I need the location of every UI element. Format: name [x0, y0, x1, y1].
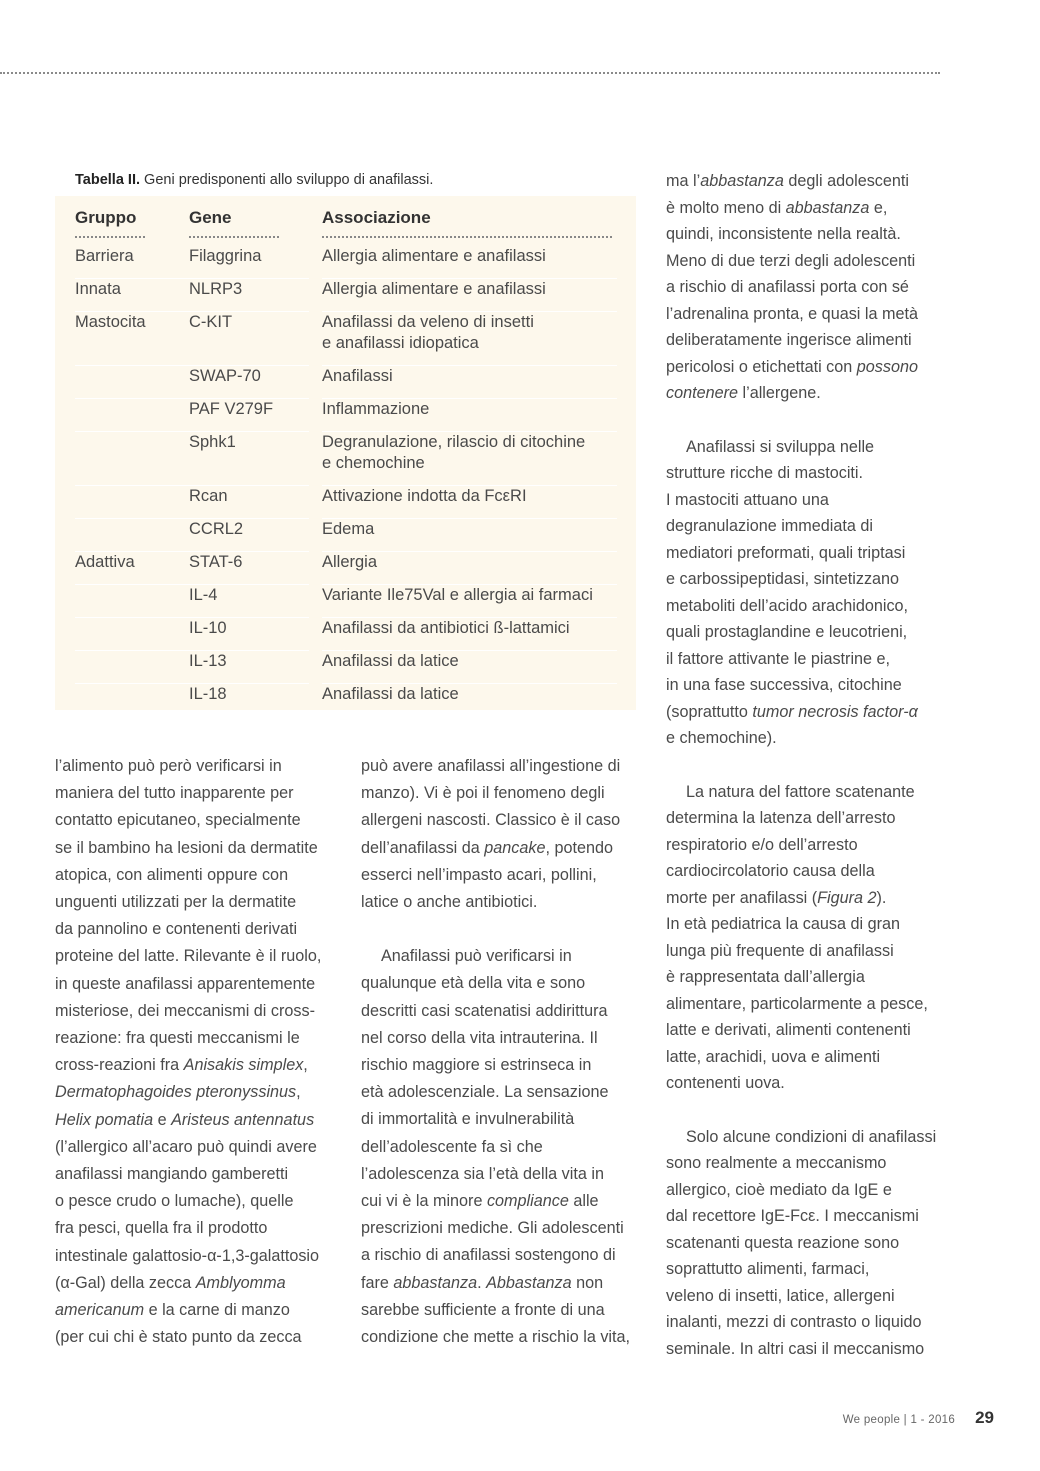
cell-gruppo: Barriera — [75, 247, 134, 265]
text-line: latice o anche antibiotici. — [361, 893, 538, 912]
text-line: prescrizioni mediche. Gli adolescenti — [361, 1219, 624, 1238]
text-line: intestinale galattosio-α-1,3-galattosio — [55, 1246, 320, 1265]
text-line: Meno di due terzi degli adolescenti — [666, 251, 916, 270]
text-line: Dermatophagoides pteronyssinus, — [55, 1083, 301, 1102]
text-line: (α-Gal) della zecca Amblyomma — [55, 1273, 286, 1292]
text-line: maniera del tutto inapparente per — [55, 784, 294, 803]
table-row — [55, 585, 636, 618]
paragraph — [666, 1124, 956, 1363]
table-row — [55, 651, 636, 684]
text-line: in una fase successiva, citochine — [666, 676, 902, 694]
text-line: quindi, inconsistente nella realtà. — [666, 225, 901, 243]
row-separator — [189, 716, 309, 717]
paragraph-gap — [666, 1097, 956, 1124]
cell-associazione: Inflammazione — [322, 400, 430, 418]
text-line: se il bambino ha lesioni da dermatite — [55, 838, 318, 857]
text-line: l’adolescenza sia l’età della vita in — [361, 1164, 604, 1183]
cell-associazione: Anafilassi da veleno di insetti e anafilassi idiopatica — [322, 313, 534, 352]
cell-associazione: Degranulazione, rilascio di citochine e chemochine — [322, 433, 586, 472]
table-caption-text: Geni predisponenti allo sviluppo di anafilassi. — [144, 172, 434, 188]
table-header-associazione: Associazione — [322, 208, 431, 227]
cell-gene: IL-18 — [189, 685, 227, 703]
cell-associazione: Allergia — [322, 553, 378, 571]
table-header-rule — [322, 236, 612, 238]
text-line: l’adrenalina pronta, e quasi la metà — [666, 304, 918, 323]
text-line: il fattore attivante le piastrine e, — [666, 649, 891, 668]
text-line: (per cui chi è stato punto da zecca — [55, 1328, 302, 1347]
text-line: La natura del fattore scatenante — [686, 782, 915, 801]
text-line: a rischio di anafilassi sostengono di — [361, 1246, 616, 1265]
table-header-gruppo: Gruppo — [75, 208, 137, 227]
cell-gruppo: Mastocita — [75, 313, 146, 331]
cell-gene: Sphk1 — [189, 433, 236, 451]
paragraph — [666, 434, 956, 752]
text-line: scatenanti questa reazione sono — [666, 1233, 900, 1252]
table-row — [55, 684, 636, 717]
text-line: Solo alcune condizioni di anafilassi — [686, 1127, 937, 1146]
text-line: deliberatamente ingerisce alimenti — [666, 331, 912, 349]
text-line: (soprattutto tumor necrosis factor-α — [666, 702, 918, 721]
text-line: degranulazione immediata di — [666, 517, 873, 535]
text-line: età adolescenziale. La sensazione — [361, 1083, 609, 1102]
text-line: seminale. In altri casi il meccanismo — [666, 1339, 925, 1358]
text-line: e chemochine). — [666, 729, 777, 747]
text-line: dell’adolescente fa sì che — [361, 1137, 543, 1156]
table-header-rule — [75, 236, 145, 238]
text-line: manzo). Vi è poi il fenomeno degli — [361, 784, 605, 803]
table-row — [55, 279, 636, 312]
table-row — [55, 552, 636, 585]
text-line: fare abbastanza. Abbastanza non — [361, 1273, 604, 1292]
text-line: lunga più frequente di anafilassi — [666, 941, 894, 960]
cell-gene: Rcan — [189, 487, 228, 505]
text-line: contatto epicutaneo, specialmente — [55, 811, 301, 830]
text-line: latte e derivati, alimenti contenenti — [666, 1021, 911, 1039]
text-line: sono realmente a meccanismo — [666, 1154, 887, 1172]
text-line: contenenti uova. — [666, 1074, 785, 1092]
cell-gene: IL-4 — [189, 586, 218, 604]
cell-associazione: Allergia alimentare e anafilassi — [322, 247, 546, 265]
text-line: inalanti, mezzi di contrasto o liquido — [666, 1313, 922, 1331]
text-line: descritti casi scatenatisi addirittura — [361, 1001, 608, 1020]
paragraph-gap — [666, 752, 956, 779]
text-line: dell’anafilassi da pancake, potendo — [361, 838, 613, 857]
text-line: allergeni nascosti. Classico è il caso — [361, 811, 621, 830]
text-line: allergico, cioè mediato da IgE e — [666, 1180, 892, 1199]
text-line: anafilassi mangiando gamberetti — [55, 1165, 289, 1184]
paragraph — [666, 779, 956, 1097]
paragraph — [361, 753, 651, 916]
text-line: veleno di insetti, latice, allergeni — [666, 1286, 895, 1305]
cell-gene: PAF V279F — [189, 400, 274, 418]
paragraph — [55, 753, 345, 1351]
text-line: cui vi è la minore compliance alle — [361, 1192, 599, 1211]
text-line: e carbossipeptidasi, sintetizzano — [666, 570, 900, 588]
text-line: atopica, con alimenti oppure con — [55, 865, 289, 884]
table-caption-label: Tabella II. — [75, 172, 141, 188]
text-line: qualunque età della vita e sono — [361, 974, 586, 993]
text-line: I mastociti attuano una — [666, 490, 829, 509]
cell-associazione: Anafilassi da latice — [322, 685, 459, 703]
table-row — [55, 486, 636, 519]
paragraph-gap — [361, 916, 651, 943]
text-line: misteriose, dei meccanismi di cross- — [55, 1001, 315, 1020]
text-line: americanum e la carne di manzo — [55, 1301, 290, 1320]
cell-associazione: Allergia alimentare e anafilassi — [322, 280, 546, 298]
text-line: nel corso della vita intrauterina. Il — [361, 1028, 598, 1047]
text-line: o pesce crudo o lumache), quelle — [55, 1192, 294, 1211]
text-line: determina la latenza dell’arresto — [666, 809, 896, 827]
top-dotted-rule — [0, 72, 940, 74]
table-row — [55, 246, 636, 279]
page-footer — [843, 1408, 994, 1428]
text-line: cardiocircolatorio causa della — [666, 862, 875, 880]
text-line: cross-reazioni fra Anisakis simplex, — [55, 1056, 308, 1075]
cell-associazione: Anafilassi da antibiotici ß-lattamici — [322, 619, 570, 637]
text-line: l’alimento può però verificarsi in — [55, 757, 282, 775]
text-line: condizione che mette a rischio la vita, — [361, 1328, 631, 1347]
cell-gruppo: Innata — [75, 280, 121, 298]
text-line: metaboliti dell’acido arachidonico, — [666, 596, 909, 615]
text-line: unguenti utilizzati per la dermatite — [55, 893, 297, 912]
table-header-gene: Gene — [189, 208, 232, 227]
text-line: rischio maggiore si estrinseca in — [361, 1056, 592, 1075]
cell-gruppo: Adattiva — [75, 553, 135, 571]
text-line: strutture ricche di mastociti. — [666, 464, 864, 482]
text-line: è molto meno di abbastanza e, — [666, 198, 888, 217]
cell-gene: SWAP-70 — [189, 367, 261, 385]
paragraph — [666, 168, 956, 407]
paragraph-gap — [666, 407, 956, 434]
cell-gene: C-KIT — [189, 313, 233, 331]
text-line: proteine del latte. Rilevante è il ruolo, — [55, 947, 322, 966]
text-line: reazione: fra questi meccanismi le — [55, 1029, 300, 1048]
text-line: di immortalità e invulnerabilità — [361, 1110, 575, 1129]
text-line: Anafilassi può verificarsi in — [381, 947, 572, 966]
row-separator — [322, 716, 617, 717]
text-line: respiratorio e/o dell’arresto — [666, 835, 858, 854]
text-line: da pannolino e contenenti derivati — [55, 920, 298, 939]
text-line: latte, arachidi, uova e alimenti — [666, 1047, 881, 1066]
text-line: sarebbe sufficiente a fronte di una — [361, 1300, 605, 1319]
table-row — [55, 399, 636, 432]
table-caption — [75, 172, 635, 188]
paragraph — [361, 943, 651, 1351]
table-row — [55, 312, 636, 366]
text-line: quali prostaglandine e leucotrieni, — [666, 623, 908, 641]
text-line: può avere anafilassi all’ingestione di — [361, 757, 621, 775]
table-header-rule — [189, 236, 279, 238]
cell-associazione: Attivazione indotta da FcεRI — [322, 487, 527, 505]
text-column-3 — [666, 168, 956, 1362]
cell-gene: Filaggrina — [189, 247, 262, 265]
table-row — [55, 519, 636, 552]
cell-gene: NLRP3 — [189, 280, 243, 298]
cell-gene: STAT-6 — [189, 553, 243, 571]
text-column-2 — [361, 753, 651, 1351]
text-line: pericolosi o etichettati con possono — [666, 357, 918, 376]
text-line: contenere l’allergene. — [666, 384, 821, 402]
text-line: a rischio di anafilassi porta con sé — [666, 278, 909, 296]
text-line: soprattutto alimenti, farmaci, — [666, 1260, 870, 1278]
cell-gene: IL-13 — [189, 652, 227, 670]
text-line: Anafilassi si sviluppa nelle — [686, 437, 875, 456]
text-column-1 — [55, 753, 345, 1351]
footer-magazine: We people | 1 - 2016 — [842, 1414, 956, 1426]
text-line: (l’allergico all’acaro può quindi avere — [55, 1137, 317, 1156]
cell-gene: CCRL2 — [189, 520, 244, 538]
page-number: 29 — [975, 1408, 994, 1427]
text-line: esserci nell’impasto acari, pollini, — [361, 865, 597, 884]
cell-associazione: Edema — [322, 520, 375, 538]
text-line: dal recettore IgE-Fcε. I meccanismi — [666, 1207, 919, 1225]
text-line: morte per anafilassi (Figura 2). — [666, 888, 887, 907]
cell-associazione: Anafilassi — [322, 367, 393, 385]
text-line: alimentare, particolarmente a pesce, — [666, 994, 928, 1013]
row-separator — [75, 716, 190, 717]
table-row — [55, 366, 636, 399]
text-line: in queste anafilassi apparentemente — [55, 974, 316, 993]
text-line: In età pediatrica la causa di gran — [666, 915, 900, 933]
text-line: Helix pomatia e Aristeus antennatus — [55, 1110, 315, 1129]
table-row — [55, 618, 636, 651]
text-line: è rappresentata dall’allergia — [666, 968, 865, 986]
cell-gene: IL-10 — [189, 619, 227, 637]
text-line: ma l’abbastanza degli adolescenti — [666, 172, 909, 190]
text-line: fra pesci, quella fra il prodotto — [55, 1219, 268, 1238]
table-row — [55, 432, 636, 486]
cell-associazione: Variante Ile75Val e allergia ai farmaci — [322, 586, 593, 604]
text-line: mediatori preformati, quali triptasi — [666, 543, 906, 562]
cell-associazione: Anafilassi da latice — [322, 652, 459, 670]
